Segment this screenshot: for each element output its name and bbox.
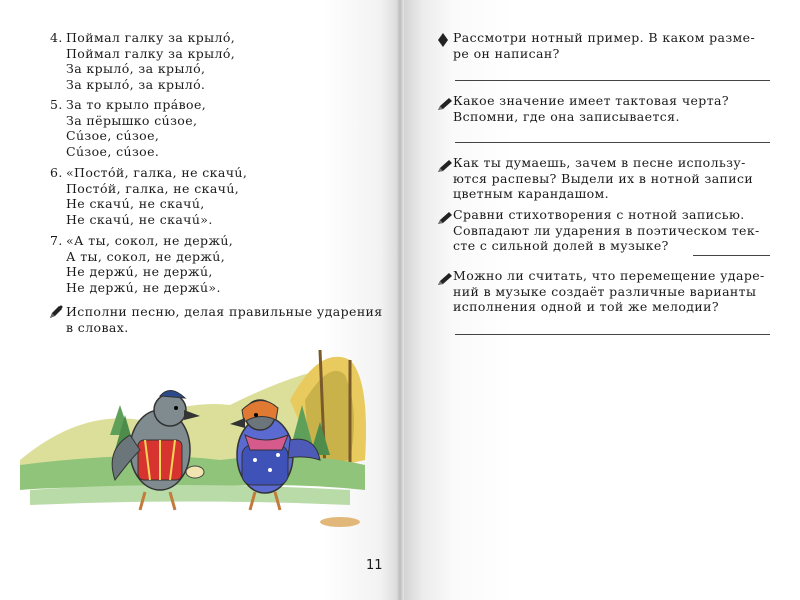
task-text-line: Совпадают ли ударения в поэтическом тек- <box>453 222 760 238</box>
task-text-line: в словах. <box>66 319 129 335</box>
answer-line[interactable] <box>455 334 770 335</box>
task-text-line: ре он написан? <box>453 45 560 61</box>
task-text-line: Можно ли считать, что перемещение ударе- <box>453 268 765 283</box>
verse-line: За крылó, за крылó, <box>66 61 206 76</box>
task-text-line: Вспомни, где она записывается. <box>453 108 680 124</box>
book-gutter <box>396 0 404 600</box>
verse-line: Не скачú, не скачú». <box>66 211 213 227</box>
task-text-line: цветным карандашом. <box>453 186 610 201</box>
task-4 <box>437 207 772 254</box>
task-text-line: Исполни песню, делая правильные ударения <box>66 304 383 319</box>
verse-number: 7. <box>50 233 63 248</box>
birds-in-forest-illustration <box>20 340 390 540</box>
verse-number: 4. <box>50 30 63 45</box>
task-text-line: Как ты думаешь, зачем в песне использу- <box>453 155 746 170</box>
verse-line: Не держú, не держú, <box>66 264 213 279</box>
verse-line: Постóй, галка, не скачú, <box>66 180 240 196</box>
verse-line: Не скачú, не скачú, <box>66 196 205 211</box>
answer-line[interactable] <box>455 80 770 81</box>
task-text-line: сте с сильной долей в музыке? <box>453 238 669 253</box>
verse-line: «А ты, сокол, не держú, <box>66 233 234 248</box>
verse-line: Поймал галку за крылó, <box>66 45 236 61</box>
answer-line[interactable] <box>693 255 770 256</box>
verse-7 <box>50 233 233 295</box>
task-text-line: ются распевы? Выдели их в нотной записи <box>453 170 754 186</box>
verse-number: 5. <box>50 97 63 112</box>
task-2 <box>437 93 772 124</box>
verse-line: Не держú, не держú». <box>66 279 221 295</box>
verse-line: За то крыло прáвое, <box>66 97 207 112</box>
task-text-line: Какое значение имеет тактовая черта? <box>453 93 729 108</box>
verse-line: А ты, сокол, не держú, <box>66 248 226 264</box>
verse-line: Поймал галку за крылó, <box>66 30 236 45</box>
task-text-line: исполнения одной и той же мелодии? <box>453 299 719 314</box>
verse-4 <box>50 30 235 92</box>
page-number: 11 <box>366 558 383 573</box>
verse-line: За крылó, за крылó. <box>66 76 206 92</box>
verse-6 <box>50 165 247 227</box>
task-1 <box>437 30 772 61</box>
verse-line: Сúзое, сúзое, <box>66 128 160 143</box>
verse-line: «Постóй, галка, не скачú, <box>66 165 248 180</box>
task-text-line: Сравни стихотворения с нотной записью. <box>453 207 745 222</box>
answer-line[interactable] <box>455 142 770 143</box>
pencil-sing-icon <box>48 304 62 318</box>
verse-5 <box>50 97 206 159</box>
task-3 <box>437 155 772 202</box>
left-task <box>48 304 388 335</box>
task-5 <box>437 268 772 315</box>
verse-line: Сúзое, сúзое. <box>66 143 160 159</box>
task-text-line: Рассмотри нотный пример. В каком разме- <box>453 30 756 45</box>
task-text-line: ний в музыке создаёт различные варианты <box>453 283 757 299</box>
verse-number: 6. <box>50 165 63 180</box>
verse-line: За пёрышко сúзое, <box>66 112 198 128</box>
